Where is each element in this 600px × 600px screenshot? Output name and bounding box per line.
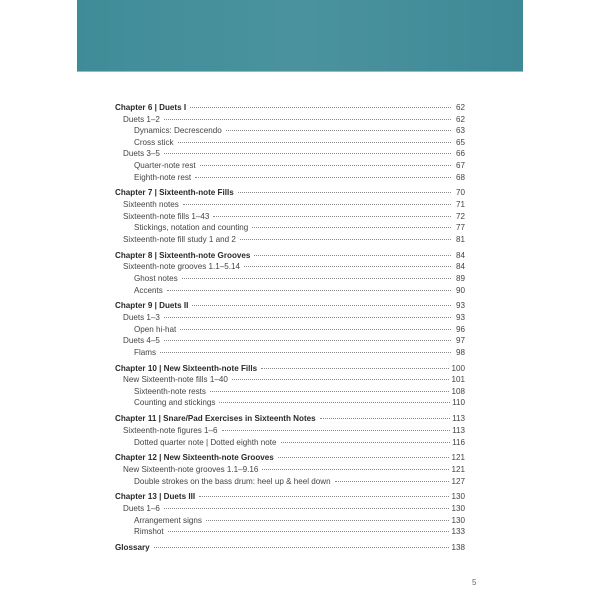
entry-title: Duets 3–5 [123,149,160,159]
entry-page: 93 [455,301,465,311]
entry-page: 62 [455,114,465,124]
dot-leader [219,402,450,403]
entry-page: 68 [455,172,465,182]
entry-title: Chapter 12 | New Sixteenth-note Grooves [115,453,274,463]
toc-entry[interactable] [115,137,465,149]
dot-leader [238,192,451,193]
entry-page: 121 [451,453,465,463]
entry-page: 67 [455,160,465,170]
entry-page: 108 [451,386,465,396]
chapter-entry[interactable] [115,250,465,262]
entry-page: 116 [452,437,465,447]
header-banner [77,0,523,72]
entry-page: 70 [455,188,465,198]
page-number: 5 [472,578,477,587]
entry-title: Ghost notes [134,273,178,283]
entry-title: Sixteenth-note rests [134,386,206,396]
entry-page: 77 [455,223,465,233]
chapter-entry[interactable] [115,542,465,554]
chapter-group [115,491,465,537]
chapter-group [115,452,465,487]
entry-page: 130 [451,492,465,502]
toc-entry[interactable] [115,503,465,515]
chapter-group [115,413,465,448]
entry-title: Sixteenth-note grooves 1.1–5.14 [123,262,240,272]
dot-leader [320,418,450,419]
entry-page: 84 [455,262,465,272]
entry-page: 81 [455,234,465,244]
entry-title: Rimshot [134,527,164,537]
dot-leader [164,119,451,120]
dot-leader [167,290,451,291]
chapter-group [115,363,465,409]
toc-entry[interactable] [115,261,465,273]
chapter-entry[interactable] [115,452,465,464]
table-of-contents [115,102,465,558]
entry-page: 72 [455,211,465,221]
entry-title: Sixteenth notes [123,200,179,210]
dot-leader [261,368,449,369]
toc-entry[interactable] [115,234,465,246]
entry-title: Stickings, notation and counting [134,223,249,233]
dot-leader [213,216,451,217]
dot-leader [183,204,451,205]
entry-title: Flams [134,347,157,357]
entry-page: 113 [452,414,465,424]
entry-page: 133 [451,527,465,537]
entry-title: Double strokes on the bass drum: heel up & heel down [134,476,331,486]
entry-title: Dotted quarter note | Dotted eighth note [134,437,277,447]
chapter-entry[interactable] [115,300,465,312]
toc-entry[interactable] [115,425,465,437]
toc-entry[interactable] [115,437,465,449]
dot-leader [160,352,451,353]
entry-title: Arrangement signs [134,515,202,525]
toc-entry[interactable] [115,335,465,347]
toc-entry[interactable] [115,222,465,234]
toc-entry[interactable] [115,464,465,476]
entry-title: Duets 4–5 [123,336,160,346]
entry-page: 66 [455,149,465,159]
entry-title: Duets 1–3 [123,312,160,322]
dot-leader [262,469,449,470]
entry-page: 101 [451,375,465,385]
entry-title: Dynamics: Decrescendo [134,126,222,136]
dot-leader [164,153,451,154]
entry-title: New Sixteenth-note grooves 1.1–9.16 [123,465,259,474]
entry-title: Sixteenth-note fills 1–43 [123,211,210,221]
toc-entry[interactable] [115,160,465,172]
dot-leader [199,496,449,497]
toc-entry[interactable] [115,324,465,336]
entry-page: 98 [455,347,465,357]
dot-leader [278,457,450,458]
toc-entry[interactable] [115,386,465,398]
dot-leader [180,329,451,330]
chapter-entry[interactable] [115,363,465,375]
dot-leader [182,278,451,279]
toc-entry[interactable] [115,526,465,538]
toc-entry[interactable] [115,125,465,137]
entry-page: 90 [455,285,465,295]
entry-page: 127 [451,476,465,486]
dot-leader [164,508,450,509]
entry-page: 62 [455,103,465,112]
chapter-entry[interactable] [115,491,465,503]
entry-page: 89 [455,273,465,283]
toc-entry[interactable] [115,312,465,324]
dot-leader [164,317,451,318]
chapter-entry[interactable] [115,102,465,114]
chapter-group [115,542,465,554]
entry-title: Sixteenth-note fill study 1 and 2 [123,234,236,244]
entry-page: 130 [451,515,465,525]
chapter-group [115,187,465,245]
dot-leader [178,142,451,143]
entry-page: 96 [455,324,465,334]
toc-entry[interactable] [115,285,465,297]
toc-entry[interactable] [115,347,465,359]
dot-leader [252,227,451,228]
dot-leader [232,379,450,380]
entry-page: 138 [451,543,465,553]
toc-entry[interactable] [115,397,465,409]
dot-leader [164,340,451,341]
dot-leader [195,177,451,178]
dot-leader [154,547,450,548]
entry-title: Duets 1–6 [123,504,160,514]
entry-title: Counting and stickings [134,398,216,408]
entry-page: 100 [451,363,465,373]
dot-leader [335,481,450,482]
dot-leader [200,165,451,166]
entry-title: Open hi-hat [134,324,177,334]
chapter-group [115,102,465,183]
entry-title: Chapter 7 | Sixteenth-note Fills [115,188,234,198]
toc-entry[interactable] [115,374,465,386]
dot-leader [240,239,451,240]
entry-title: Chapter 13 | Duets III [115,492,196,502]
dot-leader [190,107,451,108]
dot-leader [281,442,451,443]
dot-leader [244,266,451,267]
entry-page: 71 [455,200,465,210]
toc-entry[interactable] [115,515,465,527]
entry-page: 110 [452,398,465,408]
entry-page: 84 [455,250,465,260]
chapter-entry[interactable] [115,187,465,199]
entry-page: 65 [455,137,465,147]
toc-entry[interactable] [115,148,465,160]
entry-title: Cross stick [134,137,174,147]
chapter-entry[interactable] [115,413,465,425]
entry-page: 113 [452,425,465,435]
toc-entry[interactable] [115,211,465,223]
dot-leader [226,130,451,131]
entry-title: Sixteenth-note figures 1–6 [123,425,218,435]
entry-title: Quarter-note rest [134,160,196,170]
entry-page: 63 [455,126,465,136]
dot-leader [222,430,451,431]
entry-title: Chapter 11 | Snare/Pad Exercises in Sixteenth Notes [115,414,316,424]
entry-title: New Sixteenth-note fills 1–40 [123,375,228,385]
dot-leader [168,531,450,532]
entry-page: 130 [451,504,465,514]
toc-entry[interactable] [115,273,465,285]
dot-leader [210,391,450,392]
entry-title: Glossary [115,543,150,553]
entry-page: 97 [455,336,465,346]
dot-leader [206,520,450,521]
entry-page: 121 [451,465,465,474]
chapter-group [115,250,465,296]
toc-entry[interactable] [115,476,465,488]
entry-title: Eighth-note rest [134,172,192,182]
entry-page: 93 [455,312,465,322]
toc-entry[interactable] [115,172,465,184]
toc-entry[interactable] [115,114,465,126]
entry-title: Chapter 9 | Duets II [115,301,189,311]
chapter-group [115,300,465,358]
dot-leader [192,305,451,306]
dot-leader [254,255,451,256]
entry-title: Duets 1–2 [123,114,160,124]
entry-title: Accents [134,285,163,295]
entry-title: Chapter 6 | Duets I [115,103,187,112]
entry-title: Chapter 10 | New Sixteenth-note Fills [115,363,258,373]
entry-title: Chapter 8 | Sixteenth-note Grooves [115,250,251,260]
toc-entry[interactable] [115,199,465,211]
